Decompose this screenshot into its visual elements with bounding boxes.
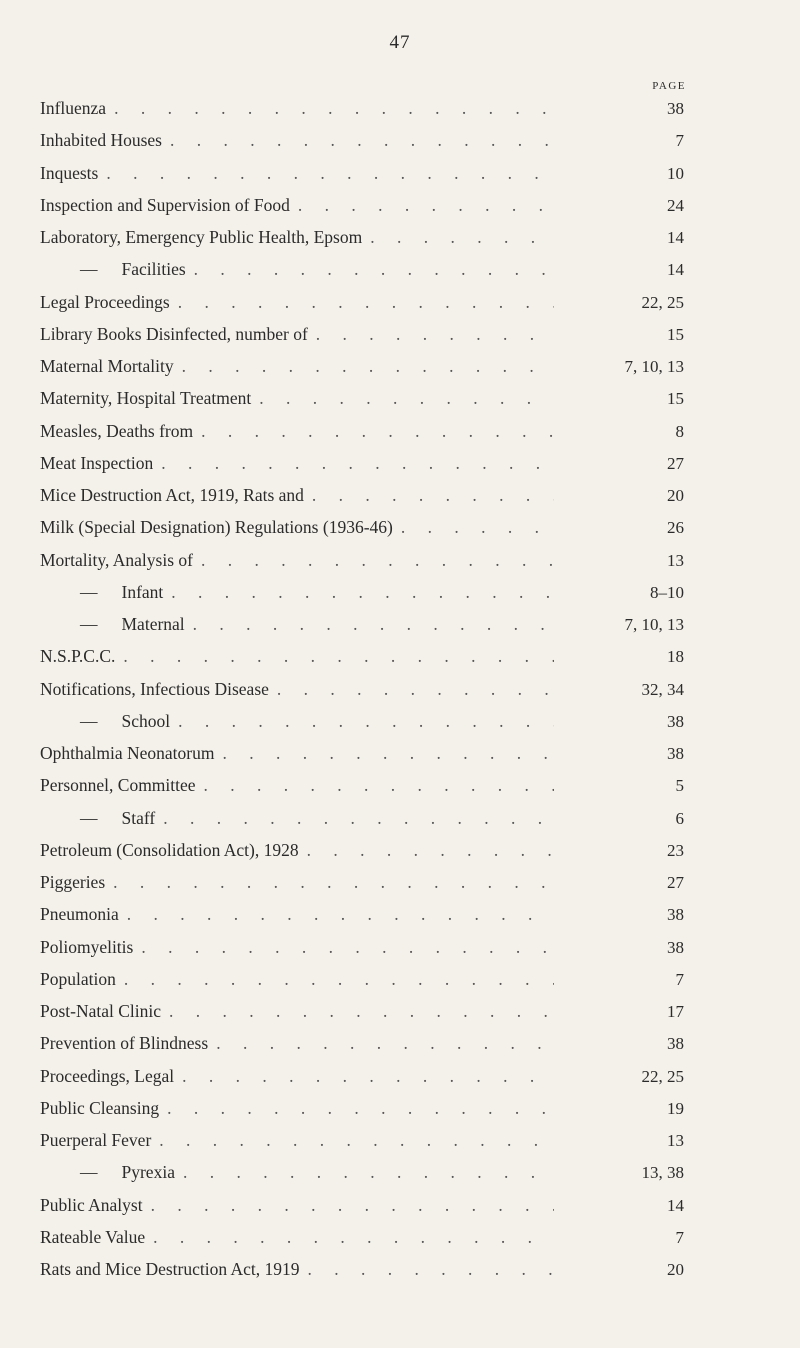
index-term: Petroleum (Consolidation Act), 1928 <box>40 839 299 860</box>
dot-leader <box>194 253 554 285</box>
page-reference: 23 <box>667 840 684 860</box>
index-subterm: — Maternal <box>40 608 193 640</box>
index-entry <box>40 576 684 608</box>
page-reference: 13, 38 <box>641 1163 684 1183</box>
page-reference: 13 <box>667 1131 684 1150</box>
page-reference: 5 <box>675 776 684 796</box>
index-entry <box>40 834 684 866</box>
index-entry <box>40 479 684 511</box>
index-term: Milk (Special Designation) Regulations (1936-46) <box>40 517 393 538</box>
page-reference: 8 <box>675 421 684 441</box>
dot-leader <box>204 769 554 801</box>
index-term: Meat Inspection <box>40 452 154 473</box>
index-term: Mortality, Analysis of <box>40 549 193 570</box>
page-reference: 8–10 <box>650 582 684 602</box>
index-entry <box>40 963 684 995</box>
index-entry <box>40 737 684 769</box>
page-reference: 10 <box>667 163 684 183</box>
index-entry <box>40 1189 684 1221</box>
dot-leader <box>370 221 554 253</box>
index-entry <box>40 318 684 350</box>
dot-leader <box>153 1221 554 1253</box>
index-term: Prevention of Blindness <box>40 1033 209 1054</box>
page-reference: 38 <box>667 937 684 957</box>
dot-leader <box>161 447 554 479</box>
index-term: Population <box>40 968 116 989</box>
dot-leader <box>298 189 554 221</box>
index-subterm: — Facilities <box>40 253 194 285</box>
index-entry <box>40 608 684 640</box>
dot-leader <box>277 673 554 705</box>
index-entry <box>40 640 684 672</box>
page-reference: 13 <box>667 550 684 570</box>
index-term: Public Cleansing <box>40 1097 160 1118</box>
dot-leader <box>308 1253 554 1285</box>
index-term: Rateable Value <box>40 1226 146 1247</box>
page-reference: 20 <box>667 486 684 505</box>
index-entry <box>40 286 684 318</box>
dot-leader <box>182 350 554 382</box>
dot-leader <box>401 511 554 543</box>
page-reference: 19 <box>667 1098 684 1118</box>
index-entry <box>40 253 684 285</box>
page-reference: 22, 25 <box>641 1066 684 1086</box>
dot-leader <box>216 1027 554 1059</box>
page-reference: 7 <box>675 1227 684 1247</box>
dot-leader <box>193 608 554 640</box>
page-reference: 26 <box>667 518 684 538</box>
index-term: Public Analyst <box>40 1194 143 1215</box>
index-term: Rats and Mice Destruction Act, 1919 <box>40 1259 300 1279</box>
page-reference: 22, 25 <box>641 292 684 312</box>
page-reference: 20 <box>667 1260 684 1279</box>
page-reference: 15 <box>667 324 684 344</box>
index-term: Proceedings, Legal <box>40 1065 175 1086</box>
index-entry <box>40 415 684 447</box>
page-column-header: PAGE <box>652 80 686 92</box>
page-reference: 14 <box>667 228 684 247</box>
page-reference: 18 <box>667 647 684 667</box>
page-number: 47 <box>389 32 411 53</box>
page-reference: 17 <box>667 1002 684 1021</box>
index-term: N.S.P.C.C. <box>40 646 116 667</box>
dot-leader <box>167 1092 554 1124</box>
index-term: Poliomyelitis <box>40 936 134 957</box>
index-subterm: — School <box>40 705 178 737</box>
index-entry <box>40 447 684 479</box>
index-term: Inspection and Supervision of Food <box>40 194 290 215</box>
dot-leader <box>312 479 554 511</box>
page-reference: 38 <box>667 744 684 763</box>
index-entry <box>40 92 684 124</box>
page-reference: 6 <box>675 808 684 828</box>
index-term: Puerperal Fever <box>40 1130 152 1150</box>
page-reference: 27 <box>667 453 684 473</box>
page-reference: 38 <box>667 1034 684 1054</box>
index-subterm: — Infant <box>40 576 171 608</box>
index-term: Inhabited Houses <box>40 130 162 151</box>
index-term: Laboratory, Emergency Public Health, Epsom <box>40 227 363 247</box>
dot-leader <box>124 963 554 995</box>
dot-leader <box>201 544 554 576</box>
page-reference: 38 <box>667 711 684 731</box>
dot-leader <box>123 640 554 672</box>
index-entry <box>40 221 684 253</box>
page-reference: 14 <box>667 1195 684 1215</box>
dot-leader <box>171 576 554 608</box>
index-entry <box>40 544 684 576</box>
index-entry <box>40 1221 684 1253</box>
index-term: Measles, Deaths from <box>40 420 194 441</box>
dot-leader <box>141 931 554 963</box>
index-entry <box>40 705 684 737</box>
index-entry <box>40 866 684 898</box>
index-term: Mice Destruction Act, 1919, Rats and <box>40 485 304 505</box>
dot-leader <box>183 1156 554 1188</box>
index-entry <box>40 802 684 834</box>
index-entry <box>40 931 684 963</box>
index-term: Library Books Disinfected, number of <box>40 323 308 344</box>
page-reference: 24 <box>667 195 684 215</box>
dot-leader <box>127 898 554 930</box>
page-reference: 27 <box>667 873 684 892</box>
index-entry <box>40 769 684 801</box>
index-term: Personnel, Committee <box>40 775 196 796</box>
dot-leader <box>159 1124 554 1156</box>
page-reference: 38 <box>667 905 684 925</box>
index-entry <box>40 511 684 543</box>
index-term: Maternal Mortality <box>40 356 174 376</box>
index-subterm: — Staff <box>40 802 163 834</box>
dot-leader <box>178 286 554 318</box>
dot-leader <box>259 382 554 414</box>
index-entry <box>40 157 684 189</box>
index-entry <box>40 898 684 930</box>
dot-leader <box>114 92 554 124</box>
index-entry <box>40 350 684 382</box>
index-list <box>40 92 684 1285</box>
index-entry <box>40 1092 684 1124</box>
dot-leader <box>151 1189 554 1221</box>
dot-leader <box>182 1060 554 1092</box>
dot-leader <box>106 157 554 189</box>
page-reference: 7 <box>675 969 684 989</box>
index-entry <box>40 1156 684 1188</box>
page-reference: 32, 34 <box>641 679 684 699</box>
index-entry <box>40 673 684 705</box>
dot-leader <box>307 834 554 866</box>
index-term: Piggeries <box>40 872 106 892</box>
index-term: Pneumonia <box>40 904 119 925</box>
index-term: Influenza <box>40 98 107 118</box>
index-term: Post-Natal Clinic <box>40 1001 162 1021</box>
page-reference: 7, 10, 13 <box>624 615 684 634</box>
dot-leader <box>201 415 554 447</box>
index-entry <box>40 1253 684 1285</box>
index-term: Ophthalmia Neonatorum <box>40 743 215 763</box>
index-entry <box>40 124 684 156</box>
index-subterm: — Pyrexia <box>40 1156 183 1188</box>
index-entry <box>40 1124 684 1156</box>
dot-leader <box>178 705 554 737</box>
dot-leader <box>169 995 554 1027</box>
index-entry <box>40 189 684 221</box>
page-reference: 38 <box>667 99 684 118</box>
index-entry <box>40 1060 684 1092</box>
index-term: Maternity, Hospital Treatment <box>40 388 252 409</box>
dot-leader <box>113 866 554 898</box>
dot-leader <box>316 318 554 350</box>
page-reference: 7, 10, 13 <box>624 357 684 376</box>
index-entry <box>40 1027 684 1059</box>
index-term: Inquests <box>40 162 99 183</box>
page-reference: 15 <box>667 389 684 409</box>
page-reference: 14 <box>667 260 684 280</box>
dot-leader <box>222 737 554 769</box>
index-entry <box>40 995 684 1027</box>
dot-leader <box>170 124 554 156</box>
index-term: Legal Proceedings <box>40 291 170 312</box>
page-reference: 7 <box>675 131 684 151</box>
index-entry <box>40 382 684 414</box>
dot-leader <box>163 802 554 834</box>
index-term: Notifications, Infectious Disease <box>40 678 269 699</box>
